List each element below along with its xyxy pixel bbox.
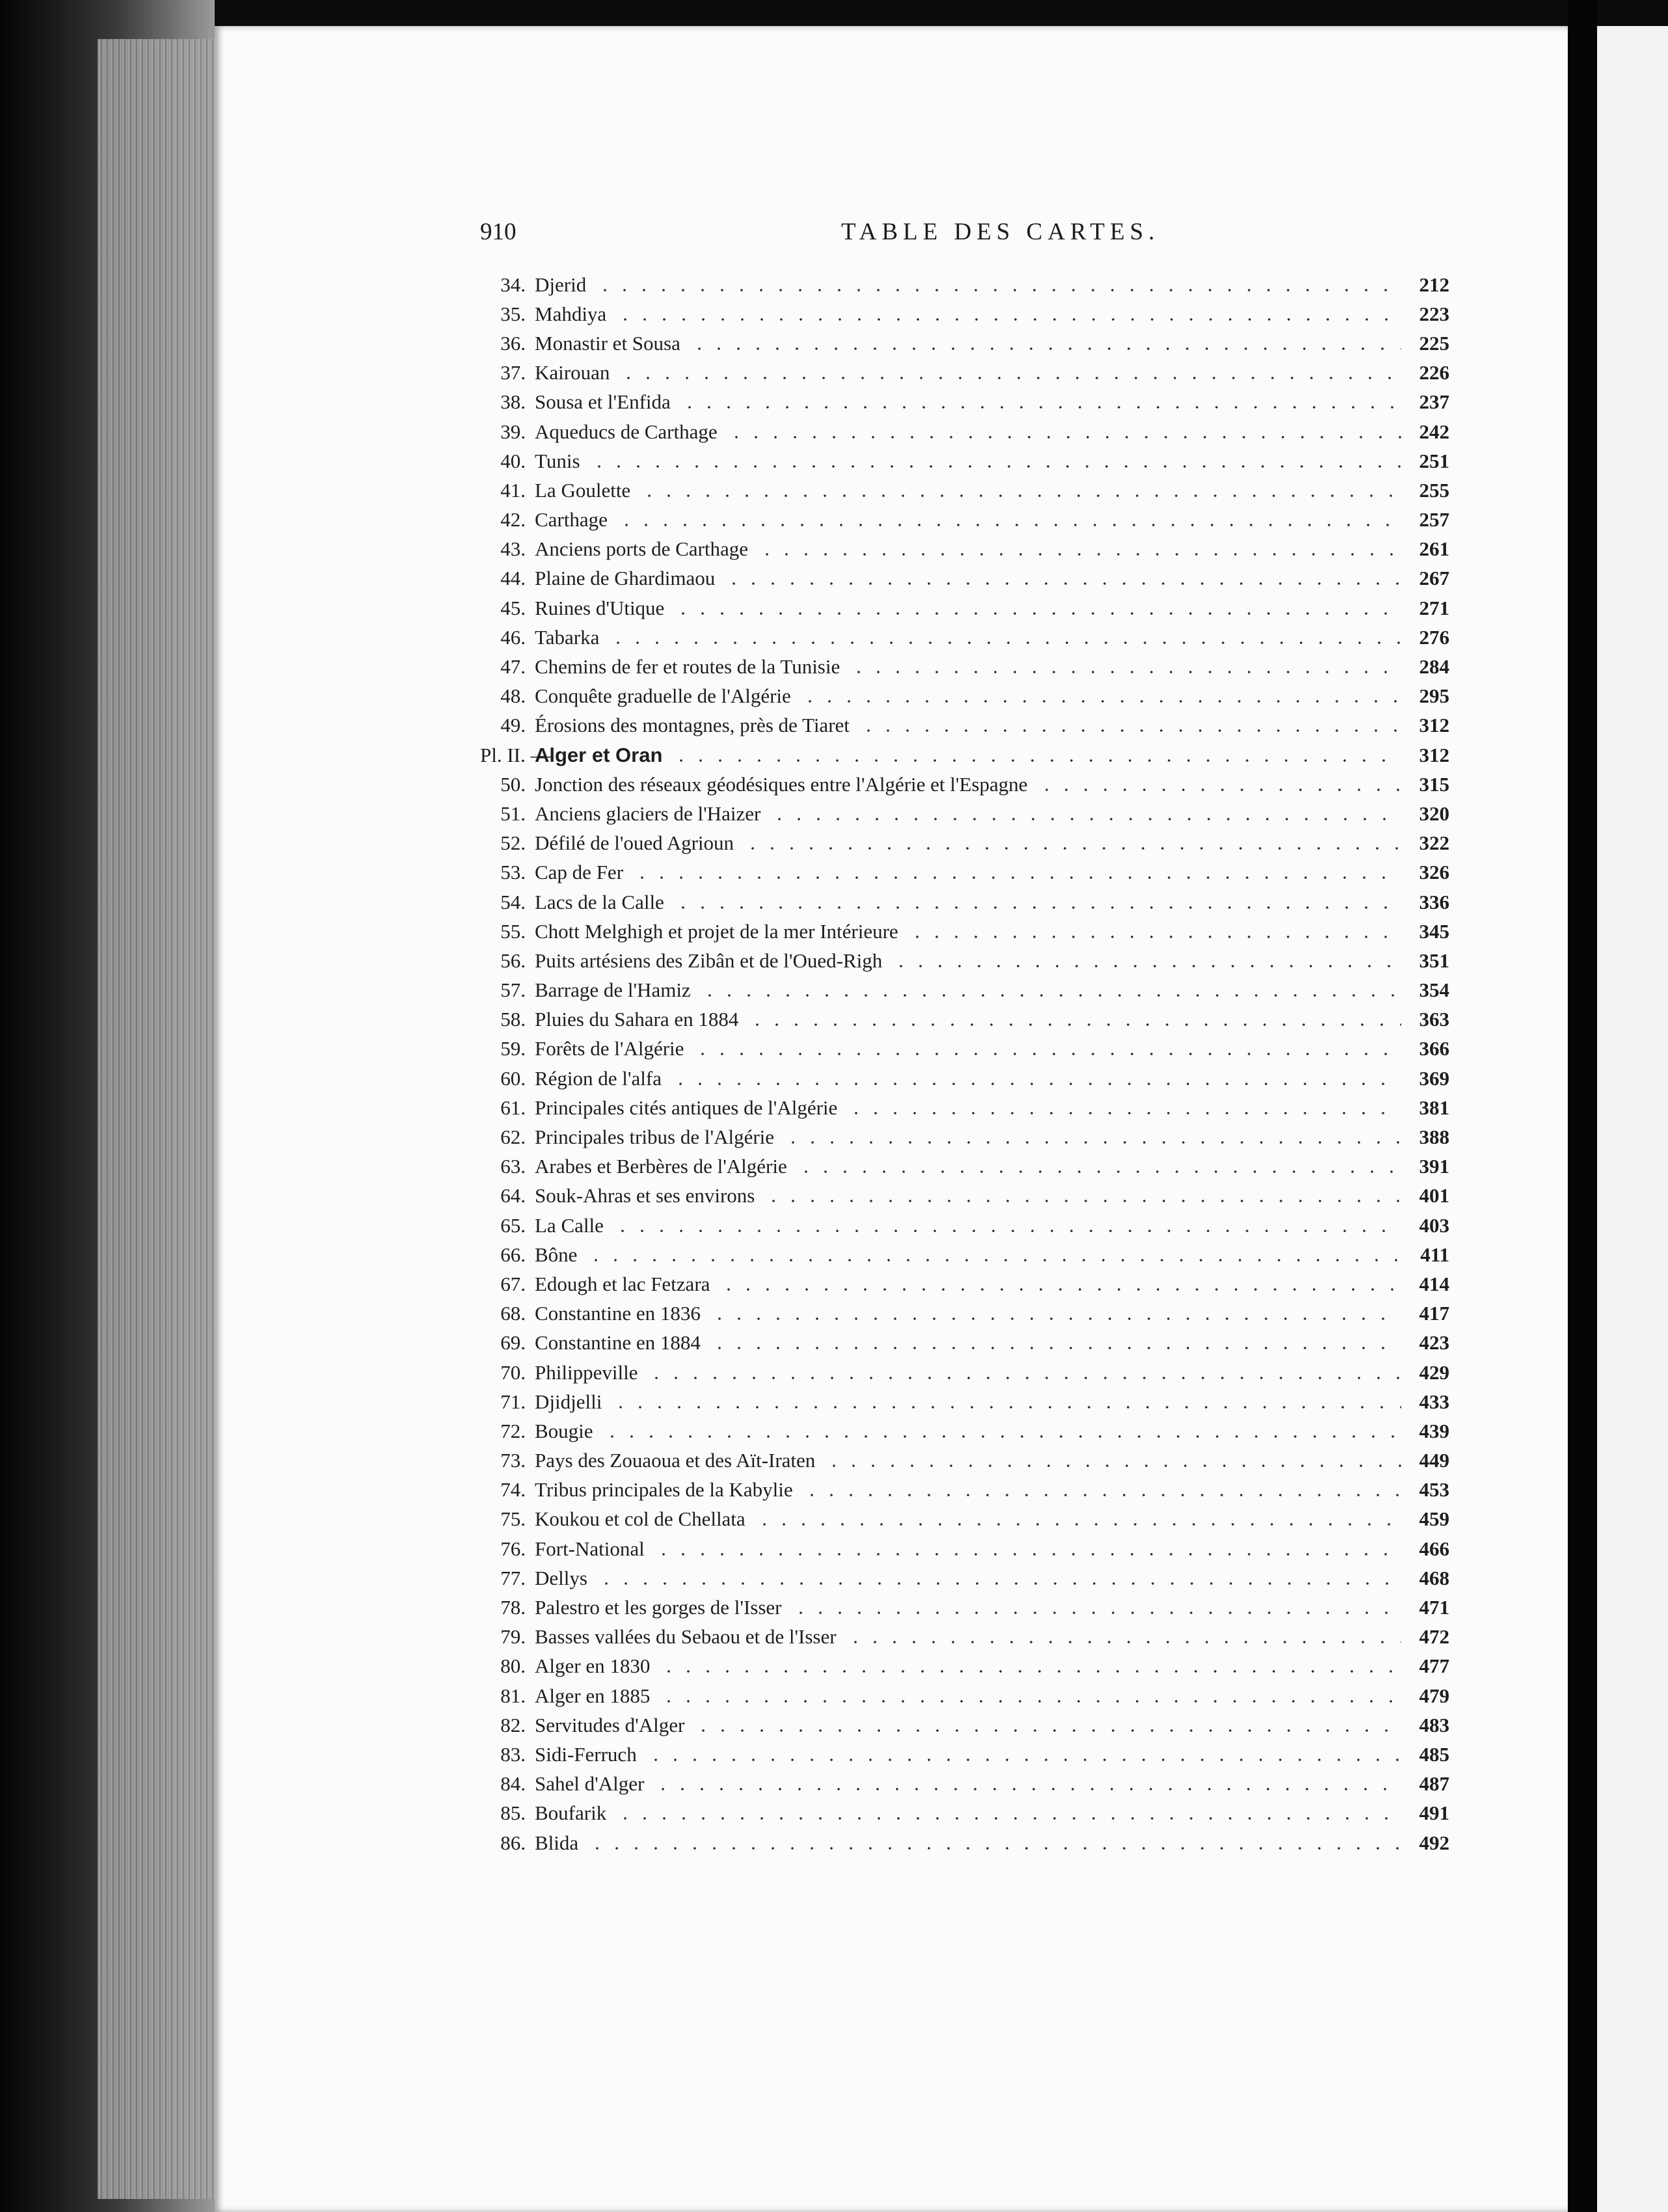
dot-leader bbox=[654, 1552, 1401, 1556]
entry-title: Chemins de fer et routes de la Tunisie bbox=[535, 655, 841, 679]
toc-entry bbox=[480, 1770, 1449, 1799]
entry-title: Défilé de l'oued Agrioun bbox=[535, 831, 734, 855]
entry-title: Blida bbox=[535, 1831, 579, 1854]
entry-page-number: 391 bbox=[1419, 1155, 1449, 1178]
entry-page-number: 403 bbox=[1419, 1213, 1449, 1237]
entry-number: 62. bbox=[500, 1126, 526, 1149]
entry-page-number: 345 bbox=[1419, 919, 1449, 943]
dot-leader bbox=[617, 523, 1401, 527]
entry-title: Tribus principales de la Kabylie bbox=[535, 1478, 793, 1502]
entry-number: 72. bbox=[500, 1419, 526, 1442]
dot-leader bbox=[589, 465, 1401, 468]
entry-title: Koukou et col de Chellata bbox=[535, 1507, 746, 1531]
dot-leader bbox=[597, 1582, 1401, 1585]
entry-number: 80. bbox=[500, 1654, 526, 1678]
toc-entry bbox=[480, 1505, 1449, 1534]
toc-entry bbox=[480, 1799, 1449, 1828]
toc-entry bbox=[480, 770, 1449, 799]
entry-page-number: 351 bbox=[1419, 949, 1449, 972]
entry-title: Puits artésiens des Zibân et de l'Oued-Righ bbox=[535, 949, 883, 972]
toc-entry bbox=[480, 1329, 1449, 1358]
toc-entry bbox=[480, 446, 1449, 476]
entry-title: Dellys bbox=[535, 1566, 587, 1589]
entry-page-number: 369 bbox=[1419, 1066, 1449, 1090]
entry-page-number: 477 bbox=[1419, 1654, 1449, 1678]
toc-entry bbox=[480, 1181, 1449, 1211]
dot-leader bbox=[671, 1082, 1401, 1086]
dot-leader bbox=[673, 612, 1401, 615]
entry-page-number: 492 bbox=[1419, 1831, 1449, 1854]
entry-page-number: 312 bbox=[1419, 743, 1449, 766]
entry-title: Bougie bbox=[535, 1419, 593, 1442]
entry-page-number: 242 bbox=[1419, 420, 1449, 443]
entry-number: Pl. II. — bbox=[480, 743, 551, 766]
toc-entry bbox=[480, 417, 1449, 446]
entry-number: 42. bbox=[500, 508, 526, 532]
dot-leader bbox=[770, 817, 1401, 821]
entry-number: 75. bbox=[500, 1507, 526, 1531]
dot-leader bbox=[764, 1199, 1401, 1203]
dot-leader bbox=[639, 494, 1401, 498]
entry-number: 43. bbox=[500, 537, 526, 561]
entry-title: Sahel d'Alger bbox=[535, 1772, 645, 1796]
toc-entry bbox=[480, 1710, 1449, 1740]
entry-page-number: 320 bbox=[1419, 802, 1449, 825]
entry-page-number: 411 bbox=[1420, 1243, 1449, 1266]
entry-title: Constantine en 1884 bbox=[535, 1331, 701, 1355]
toc-entry bbox=[480, 682, 1449, 711]
dot-leader bbox=[659, 1699, 1401, 1703]
entry-number: 69. bbox=[500, 1331, 526, 1355]
entry-title: Aqueducs de Carthage bbox=[535, 420, 718, 443]
entry-number: 73. bbox=[500, 1449, 526, 1472]
toc-entry bbox=[480, 1152, 1449, 1181]
dot-leader bbox=[632, 876, 1401, 880]
entry-title: Boufarik bbox=[535, 1801, 607, 1825]
page-header bbox=[480, 218, 1449, 257]
toc-entry bbox=[480, 711, 1449, 740]
table-of-maps bbox=[480, 270, 1449, 1857]
toc-entry bbox=[480, 946, 1449, 975]
entry-title: Philippeville bbox=[535, 1360, 638, 1384]
dot-leader bbox=[693, 1729, 1401, 1733]
entry-number: 45. bbox=[500, 596, 526, 619]
toc-entry bbox=[480, 1387, 1449, 1416]
toc-entry bbox=[480, 593, 1449, 623]
entry-page-number: 226 bbox=[1419, 361, 1449, 384]
entry-title: La Goulette bbox=[535, 478, 631, 502]
entry-title: Djidjelli bbox=[535, 1390, 602, 1413]
entry-number: 46. bbox=[500, 625, 526, 649]
entry-page-number: 225 bbox=[1419, 331, 1449, 355]
entry-number: 34. bbox=[500, 273, 526, 296]
dot-leader bbox=[595, 288, 1401, 292]
entry-number: 54. bbox=[500, 890, 526, 913]
dot-leader bbox=[783, 1140, 1401, 1144]
entry-number: 58. bbox=[500, 1008, 526, 1031]
toc-entry bbox=[480, 1269, 1449, 1299]
entry-number: 40. bbox=[500, 449, 526, 472]
toc-entry bbox=[480, 329, 1449, 358]
entry-page-number: 257 bbox=[1419, 508, 1449, 532]
entry-title: Lacs de la Calle bbox=[535, 890, 664, 913]
toc-entry bbox=[480, 1416, 1449, 1446]
dot-leader bbox=[659, 1669, 1401, 1673]
toc-entry bbox=[480, 1005, 1449, 1034]
entry-page-number: 237 bbox=[1419, 390, 1449, 414]
entry-page-number: 295 bbox=[1419, 684, 1449, 708]
toc-entry bbox=[480, 1740, 1449, 1769]
entry-page-number: 388 bbox=[1419, 1126, 1449, 1149]
entry-page-number: 449 bbox=[1419, 1449, 1449, 1472]
entry-page-number: 322 bbox=[1419, 831, 1449, 855]
entry-title: Conquête graduelle de l'Algérie bbox=[535, 684, 791, 708]
dot-leader bbox=[747, 1023, 1401, 1027]
dot-leader bbox=[619, 376, 1401, 380]
entry-title: Sidi-Ferruch bbox=[535, 1742, 637, 1766]
dot-leader bbox=[700, 993, 1401, 997]
dot-leader bbox=[796, 1170, 1401, 1174]
entry-page-number: 453 bbox=[1419, 1478, 1449, 1502]
entry-number: 66. bbox=[500, 1243, 526, 1266]
entry-title: La Calle bbox=[535, 1213, 604, 1237]
entry-page-number: 472 bbox=[1419, 1625, 1449, 1649]
toc-entry bbox=[480, 388, 1449, 417]
entry-title: Pluies du Sahara en 1884 bbox=[535, 1008, 739, 1031]
entry-number: 70. bbox=[500, 1360, 526, 1384]
entry-number: 47. bbox=[500, 655, 526, 679]
toc-entry bbox=[480, 1563, 1449, 1593]
entry-number: 53. bbox=[500, 861, 526, 884]
entry-title: Anciens glaciers de l'Haizer bbox=[535, 802, 761, 825]
toc-entry bbox=[480, 1093, 1449, 1122]
entry-title: Principales cités antiques de l'Algérie bbox=[535, 1096, 838, 1119]
entry-title: Mahdiya bbox=[535, 302, 607, 325]
dot-leader bbox=[757, 552, 1401, 556]
entry-title: Arabes et Berbères de l'Algérie bbox=[535, 1155, 787, 1178]
dot-leader bbox=[710, 1346, 1401, 1350]
dot-leader bbox=[673, 906, 1401, 910]
toc-entry bbox=[480, 1122, 1449, 1152]
dot-leader bbox=[1037, 788, 1401, 792]
toc-entry bbox=[480, 1593, 1449, 1622]
entry-title: Souk-Ahras et ses environs bbox=[535, 1184, 755, 1207]
dot-leader bbox=[800, 699, 1401, 703]
entry-number: 84. bbox=[500, 1772, 526, 1796]
entry-title: Fort-National bbox=[535, 1537, 645, 1560]
dot-leader bbox=[755, 1522, 1401, 1526]
toc-entry bbox=[480, 652, 1449, 681]
entry-number: 78. bbox=[500, 1596, 526, 1619]
toc-entry bbox=[480, 506, 1449, 535]
entry-number: 63. bbox=[500, 1155, 526, 1178]
entry-number: 39. bbox=[500, 420, 526, 443]
entry-page-number: 466 bbox=[1419, 1537, 1449, 1560]
entry-number: 86. bbox=[500, 1831, 526, 1854]
entry-number: 68. bbox=[500, 1302, 526, 1325]
toc-entry bbox=[480, 535, 1449, 564]
entry-number: 37. bbox=[500, 361, 526, 384]
toc-entry bbox=[480, 1476, 1449, 1505]
dot-leader bbox=[859, 729, 1401, 733]
entry-title: Carthage bbox=[535, 508, 608, 532]
dot-leader bbox=[891, 964, 1401, 968]
entry-number: 49. bbox=[500, 714, 526, 737]
entry-number: 85. bbox=[500, 1801, 526, 1825]
entry-number: 38. bbox=[500, 390, 526, 414]
entry-number: 61. bbox=[500, 1096, 526, 1119]
entry-page-number: 433 bbox=[1419, 1390, 1449, 1413]
dot-leader bbox=[849, 670, 1401, 674]
entry-number: 55. bbox=[500, 919, 526, 943]
entry-page-number: 261 bbox=[1419, 537, 1449, 561]
entry-page-number: 468 bbox=[1419, 1566, 1449, 1589]
entry-page-number: 315 bbox=[1419, 772, 1449, 796]
entry-title: Edough et lac Fetzara bbox=[535, 1272, 710, 1295]
toc-entry bbox=[480, 829, 1449, 858]
entry-number: 74. bbox=[500, 1478, 526, 1502]
entry-title: Palestro et les gorges de l'Isser bbox=[535, 1596, 782, 1619]
toc-entry bbox=[480, 887, 1449, 917]
book-gutter bbox=[1568, 0, 1597, 2212]
dot-leader bbox=[615, 317, 1401, 321]
toc-entry bbox=[480, 1240, 1449, 1269]
entry-number: 77. bbox=[500, 1566, 526, 1589]
entry-page-number: 251 bbox=[1419, 449, 1449, 472]
entry-page-number: 366 bbox=[1419, 1037, 1449, 1060]
entry-title: Cap de Fer bbox=[535, 861, 624, 884]
entry-page-number: 459 bbox=[1419, 1507, 1449, 1531]
entry-number: 57. bbox=[500, 978, 526, 1002]
dot-leader bbox=[710, 1317, 1401, 1321]
entry-number: 50. bbox=[500, 772, 526, 796]
entry-page-number: 429 bbox=[1419, 1360, 1449, 1384]
entry-number: 52. bbox=[500, 831, 526, 855]
toc-entry bbox=[480, 1211, 1449, 1240]
entry-page-number: 439 bbox=[1419, 1419, 1449, 1442]
dot-leader bbox=[671, 759, 1401, 762]
entry-number: 35. bbox=[500, 302, 526, 325]
entry-page-number: 326 bbox=[1419, 861, 1449, 884]
entry-page-number: 417 bbox=[1419, 1302, 1449, 1325]
entry-number: 59. bbox=[500, 1037, 526, 1060]
entry-number: 65. bbox=[500, 1213, 526, 1237]
facing-page-edge bbox=[1597, 26, 1668, 2212]
entry-number: 48. bbox=[500, 684, 526, 708]
toc-entry bbox=[480, 564, 1449, 593]
dot-leader bbox=[653, 1787, 1401, 1791]
entry-page-number: 479 bbox=[1419, 1684, 1449, 1707]
entry-title: Constantine en 1836 bbox=[535, 1302, 701, 1325]
entry-title: Ruines d'Utique bbox=[535, 596, 665, 619]
entry-title: Kairouan bbox=[535, 361, 610, 384]
entry-title: Chott Melghigh et projet de la mer Intérieure bbox=[535, 919, 898, 943]
entry-page-number: 483 bbox=[1419, 1713, 1449, 1736]
toc-entry bbox=[480, 1652, 1449, 1681]
toc-entry bbox=[480, 976, 1449, 1005]
entry-page-number: 401 bbox=[1419, 1184, 1449, 1207]
entry-number: 51. bbox=[500, 802, 526, 825]
dot-leader bbox=[693, 1052, 1401, 1056]
entry-title: Pays des Zouaoua et des Aït-Iraten bbox=[535, 1449, 816, 1472]
entry-title: Principales tribus de l'Algérie bbox=[535, 1126, 775, 1149]
dot-leader bbox=[824, 1464, 1401, 1468]
entry-title: Région de l'alfa bbox=[535, 1066, 662, 1090]
book-page-edges bbox=[98, 39, 221, 2199]
dot-leader bbox=[802, 1493, 1401, 1497]
entry-title: Alger en 1885 bbox=[535, 1684, 651, 1707]
toc-entry bbox=[480, 1299, 1449, 1329]
dot-leader bbox=[724, 582, 1401, 586]
dot-leader bbox=[602, 1435, 1401, 1438]
entry-page-number: 255 bbox=[1419, 478, 1449, 502]
entry-number: 81. bbox=[500, 1684, 526, 1707]
dot-leader bbox=[608, 641, 1401, 645]
toc-entry bbox=[480, 1358, 1449, 1387]
toc-entry bbox=[480, 1534, 1449, 1563]
dot-leader bbox=[727, 435, 1401, 439]
toc-entry bbox=[480, 1034, 1449, 1064]
entry-number: 76. bbox=[500, 1537, 526, 1560]
toc-entry bbox=[480, 623, 1449, 652]
dot-leader bbox=[846, 1640, 1401, 1644]
entry-page-number: 267 bbox=[1419, 567, 1449, 590]
dot-leader bbox=[690, 347, 1401, 351]
toc-entry bbox=[480, 1064, 1449, 1093]
dot-leader bbox=[613, 1229, 1401, 1233]
entry-page-number: 491 bbox=[1419, 1801, 1449, 1825]
entry-title: Basses vallées du Sebaou et de l'Isser bbox=[535, 1625, 837, 1649]
entry-number: 83. bbox=[500, 1742, 526, 1766]
entry-title: Monastir et Sousa bbox=[535, 331, 680, 355]
entry-title: Jonction des réseaux géodésiques entre l'Algérie et l'Espagne bbox=[535, 772, 1028, 796]
dot-leader bbox=[743, 846, 1401, 850]
entry-page-number: 471 bbox=[1419, 1596, 1449, 1619]
toc-entry bbox=[480, 1446, 1449, 1476]
entry-title: Barrage de l'Hamiz bbox=[535, 978, 691, 1002]
toc-entry bbox=[480, 270, 1449, 299]
dot-leader bbox=[846, 1111, 1401, 1115]
entry-title: Érosions des montagnes, près de Tiaret bbox=[535, 714, 850, 737]
entry-title: Djerid bbox=[535, 273, 587, 296]
entry-number: 44. bbox=[500, 567, 526, 590]
entry-number: 67. bbox=[500, 1272, 526, 1295]
entry-page-number: 363 bbox=[1419, 1008, 1449, 1031]
dot-leader bbox=[615, 1816, 1401, 1820]
dot-leader bbox=[646, 1758, 1401, 1762]
dot-leader bbox=[791, 1611, 1401, 1615]
dot-leader bbox=[647, 1376, 1401, 1380]
entry-page-number: 414 bbox=[1419, 1272, 1449, 1295]
entry-title: Anciens ports de Carthage bbox=[535, 537, 748, 561]
page-number: 910 bbox=[480, 219, 517, 245]
entry-page-number: 276 bbox=[1419, 625, 1449, 649]
entry-number: 60. bbox=[500, 1066, 526, 1090]
entry-page-number: 487 bbox=[1419, 1772, 1449, 1796]
running-title: TABLE DES CARTES. bbox=[841, 219, 1160, 245]
dot-leader bbox=[587, 1846, 1401, 1850]
toc-entry bbox=[480, 917, 1449, 946]
entry-page-number: 284 bbox=[1419, 655, 1449, 679]
entry-title: Tabarka bbox=[535, 625, 600, 649]
toc-entry bbox=[480, 299, 1449, 329]
entry-page-number: 312 bbox=[1419, 714, 1449, 737]
dot-leader bbox=[719, 1288, 1401, 1291]
entry-page-number: 381 bbox=[1419, 1096, 1449, 1119]
entry-page-number: 212 bbox=[1419, 273, 1449, 296]
toc-entry bbox=[480, 358, 1449, 388]
entry-title: Servitudes d'Alger bbox=[535, 1713, 685, 1736]
toc-entry bbox=[480, 858, 1449, 887]
toc-entry bbox=[480, 1828, 1449, 1857]
entry-number: 79. bbox=[500, 1625, 526, 1649]
entry-page-number: 423 bbox=[1419, 1331, 1449, 1355]
toc-entry bbox=[480, 799, 1449, 828]
entry-page-number: 354 bbox=[1419, 978, 1449, 1002]
entry-number: 82. bbox=[500, 1713, 526, 1736]
entry-title: Alger en 1830 bbox=[535, 1654, 651, 1678]
entry-page-number: 223 bbox=[1419, 302, 1449, 325]
entry-number: 56. bbox=[500, 949, 526, 972]
dot-leader bbox=[680, 405, 1401, 409]
entry-page-number: 271 bbox=[1419, 596, 1449, 619]
toc-entry bbox=[480, 476, 1449, 505]
entry-title: Plaine de Ghardimaou bbox=[535, 567, 716, 590]
entry-number: 41. bbox=[500, 478, 526, 502]
entry-title: Tunis bbox=[535, 449, 580, 472]
dot-leader bbox=[908, 935, 1401, 939]
toc-entry bbox=[480, 1681, 1449, 1710]
entry-number: 64. bbox=[500, 1184, 526, 1207]
entry-title: Bône bbox=[535, 1243, 578, 1266]
toc-entry bbox=[480, 740, 1449, 770]
entry-title: Forêts de l'Algérie bbox=[535, 1037, 684, 1060]
entry-number: 36. bbox=[500, 331, 526, 355]
dot-leader bbox=[586, 1258, 1401, 1262]
entry-number: 71. bbox=[500, 1390, 526, 1413]
entry-page-number: 485 bbox=[1419, 1742, 1449, 1766]
toc-entry bbox=[480, 1623, 1449, 1652]
entry-title: Alger et Oran bbox=[535, 743, 663, 766]
entry-title: Sousa et l'Enfida bbox=[535, 390, 671, 414]
dot-leader bbox=[611, 1405, 1401, 1409]
entry-page-number: 336 bbox=[1419, 890, 1449, 913]
